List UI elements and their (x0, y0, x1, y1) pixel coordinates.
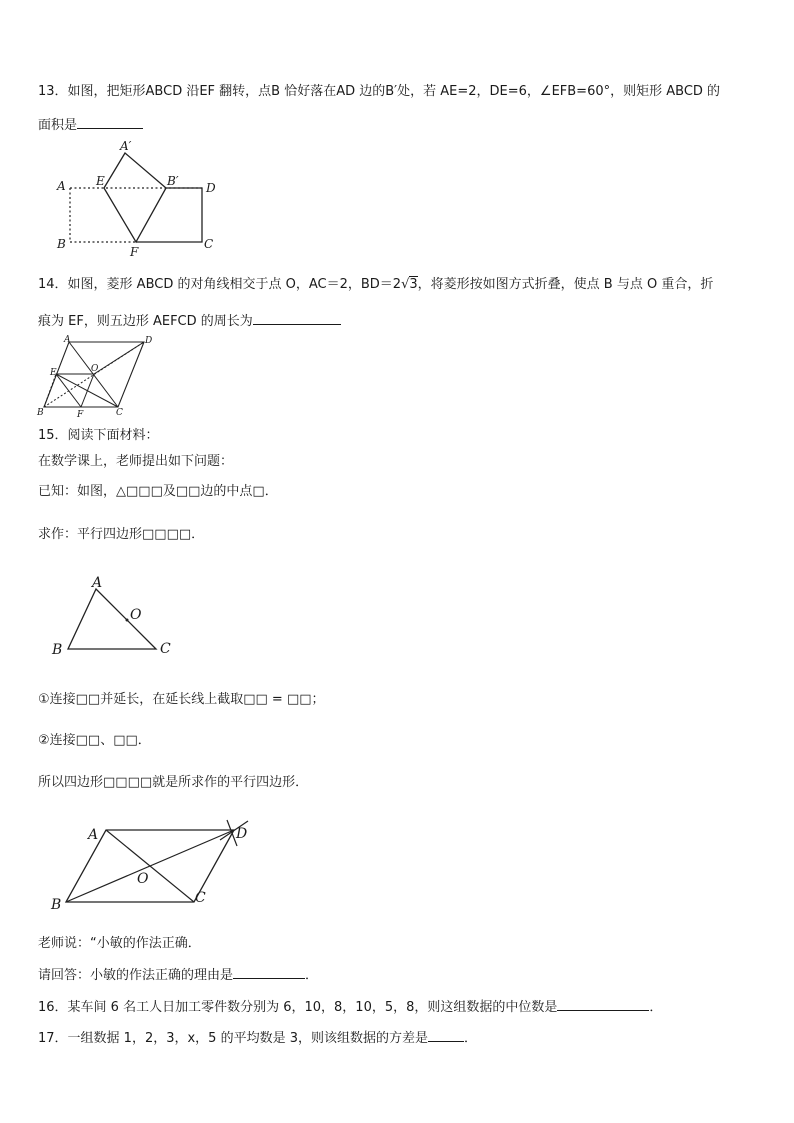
q15-triangle-ABC (68, 589, 156, 649)
q15-step2: ②连接□□、□□． (38, 733, 151, 748)
q13-line1: 13．如图，把矩形ABCD 沿EF 翻转，点B 恰好落在AD 边的B′处，若 AE=2，DE=6，∠EFB=60°，则矩形 ABCD 的 (38, 84, 721, 99)
q13-label-B: B (57, 237, 66, 251)
q14-rhombus-figure (34, 333, 154, 419)
q15-fig2-label-B: B (51, 897, 62, 913)
q14-dashed-BE (44, 374, 56, 407)
q13-label-F: F (130, 245, 139, 258)
q13-folded-part (104, 153, 166, 242)
q15-fig1-label-B: B (52, 642, 63, 658)
q16-line: 16．某车间 6 名工人日加工零件数分别为 6，10，8，10，5，8，则这组数据的中位数是 ． (38, 1000, 663, 1015)
q14-label-D: D (145, 336, 153, 346)
q16-answer-blank[interactable] (557, 998, 649, 1011)
q13-label-C: C (204, 237, 214, 251)
q13-label-E: E (96, 174, 105, 188)
q13-rect-solid (136, 188, 202, 242)
q15-answer-line: 请回答：小敏的作法正确的理由是 ． (38, 968, 319, 983)
q17-line: 17．一组数据 1，2，3，x，5 的平均数是 3，则该组数据的方差是 ． (38, 1031, 478, 1046)
q15-fig1-label-C: C (160, 641, 171, 657)
q14-crease-EF (56, 374, 81, 407)
q13-rectangle-figure (52, 138, 232, 258)
q15-midpoint-O (126, 619, 129, 622)
q14-line1: 14．如图，菱形 ABCD 的对角线相交于点 O，AC＝2，BD＝2√3，将菱形按如图方式折叠，使点 B 与点 O 重合，折 (38, 277, 714, 292)
q15-fig2-label-C: C (195, 890, 206, 906)
q15-fig2-label-A: A (88, 827, 99, 843)
q15-step1: ①连接□□并延长，在延长线上截取□□ = □□； (38, 692, 325, 707)
q14-label-F: F (77, 410, 84, 419)
q13-label-D: D (206, 181, 216, 195)
q13-label-B-prime: B′ (167, 174, 179, 188)
q17-answer-blank[interactable] (428, 1029, 464, 1042)
q15-intro: 在数学课上，老师提出如下问题： (38, 454, 234, 469)
q14-label-C: C (116, 408, 123, 418)
q14-line2: 痕为 EF，则五边形 AEFCD 的周长为 (38, 312, 341, 331)
q13-line2: 面积是 (38, 116, 143, 135)
q14-label-B: B (37, 408, 44, 418)
q14-diagonal-OD (94, 342, 144, 374)
q14-label-O: O (91, 364, 99, 374)
q14-radicand: 3 (409, 277, 418, 292)
q14-label-A: A (64, 335, 71, 345)
q15-title: 15．阅读下面材料： (38, 428, 159, 443)
q15-answer-blank[interactable] (233, 966, 305, 979)
q15-fig1-label-O: O (130, 607, 142, 623)
q15-fig2-label-O: O (137, 871, 149, 887)
q15-known: 已知：如图，△□□□及□□边的中点□． (38, 484, 278, 499)
q14-answer-blank[interactable] (253, 312, 341, 325)
q15-teacher: 老师说：“小敏的作法正确． (38, 936, 201, 951)
q14-radical-sign: √ (401, 277, 410, 292)
q15-parallelogram-figure (44, 815, 264, 915)
q15-fig2-label-D: D (236, 826, 248, 842)
q13-answer-blank[interactable] (77, 116, 143, 129)
q14-label-E: E (50, 368, 57, 378)
q15-triangle-figure (44, 572, 184, 664)
q13-label-A: A (57, 179, 66, 193)
q15-fig1-label-A: A (92, 575, 103, 591)
q13-label-A-prime: A′ (120, 139, 132, 153)
q15-conclusion: 所以四边形□□□□就是所求作的平行四边形． (38, 775, 309, 790)
q14-line-EC (56, 374, 118, 407)
q15-find: 求作：平行四边形□□□□． (38, 527, 205, 542)
